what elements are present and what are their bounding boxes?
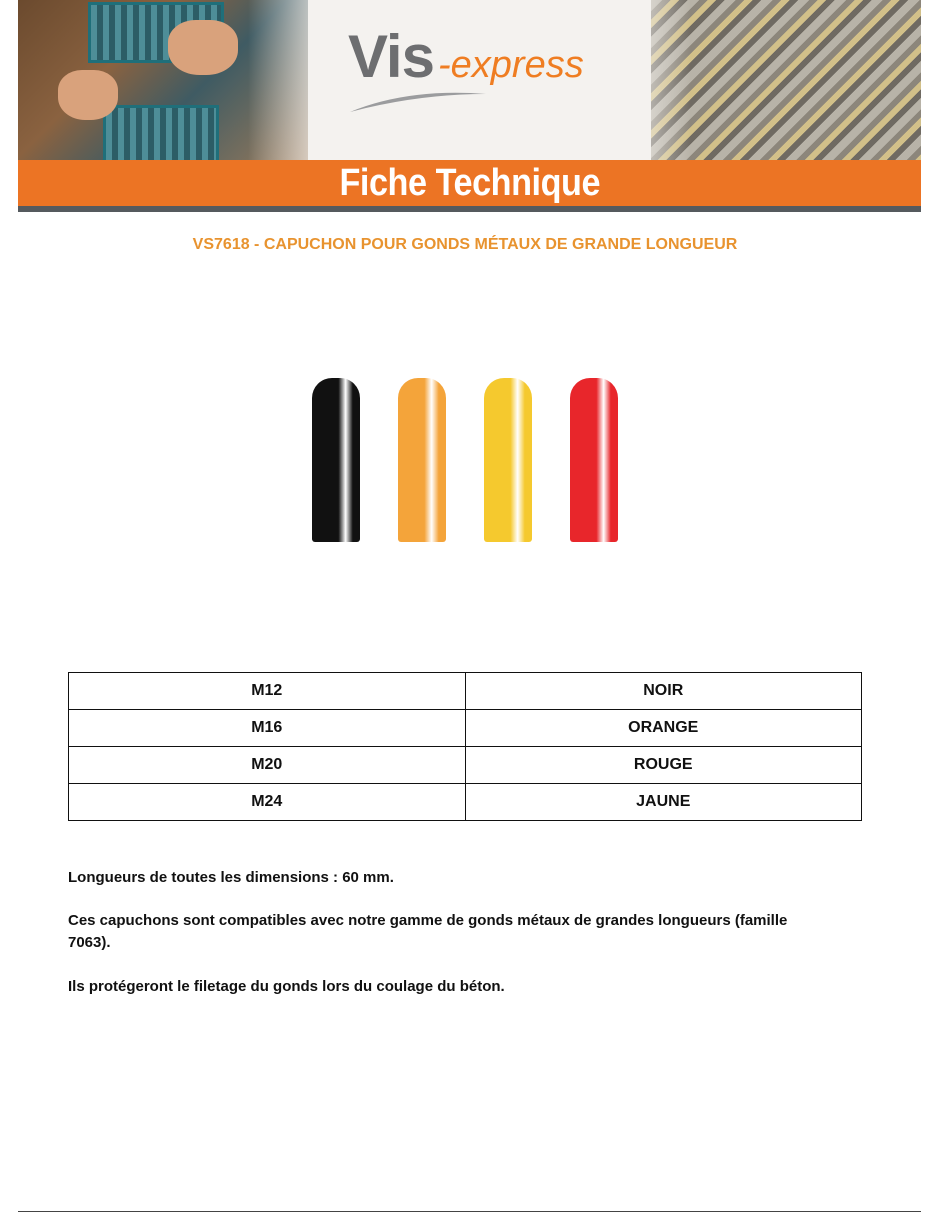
logo-vis: Vis — [348, 23, 434, 90]
footer-divider — [18, 1211, 921, 1212]
photo-fade — [248, 0, 338, 160]
table-row — [69, 784, 862, 821]
header-banner — [18, 0, 921, 160]
color-cell: ROUGE — [465, 747, 862, 784]
table-row — [69, 747, 862, 784]
band-title: Fiche Technique — [339, 161, 600, 204]
yellow-cap — [484, 378, 532, 542]
table-row — [69, 710, 862, 747]
spec-table — [68, 672, 862, 821]
compatibility-paragraph: Ces capuchons sont compatibles avec notre gamme de gonds métaux de grandes longueurs (famille 7063). — [68, 912, 788, 951]
color-cell: NOIR — [465, 673, 862, 710]
parts-tray — [103, 105, 219, 160]
black-cap — [312, 378, 360, 542]
hand — [58, 70, 118, 120]
size-cell: M24 — [69, 784, 466, 821]
title-band — [18, 160, 921, 206]
photo-fade — [611, 0, 691, 160]
logo-express: -express — [438, 44, 584, 86]
size-cell: M16 — [69, 710, 466, 747]
product-image — [300, 360, 640, 560]
hand — [168, 20, 238, 75]
logo-swoosh-icon — [348, 86, 488, 116]
orange-cap — [398, 378, 446, 542]
color-cell: JAUNE — [465, 784, 862, 821]
red-cap — [570, 378, 618, 542]
size-cell: M20 — [69, 747, 466, 784]
size-cell: M12 — [69, 673, 466, 710]
color-cell: ORANGE — [465, 710, 862, 747]
screws-photo — [651, 0, 921, 160]
length-paragraph: Longueurs de toutes les dimensions : 60 mm. — [68, 869, 394, 886]
product-title: VS7618 - CAPUCHON POUR GONDS MÉTAUX DE GRANDE LONGUEUR — [192, 236, 738, 253]
table-row — [69, 673, 862, 710]
divider — [18, 206, 921, 212]
protection-paragraph: Ils protégeront le filetage du gonds lors du coulage du béton. — [68, 978, 505, 995]
